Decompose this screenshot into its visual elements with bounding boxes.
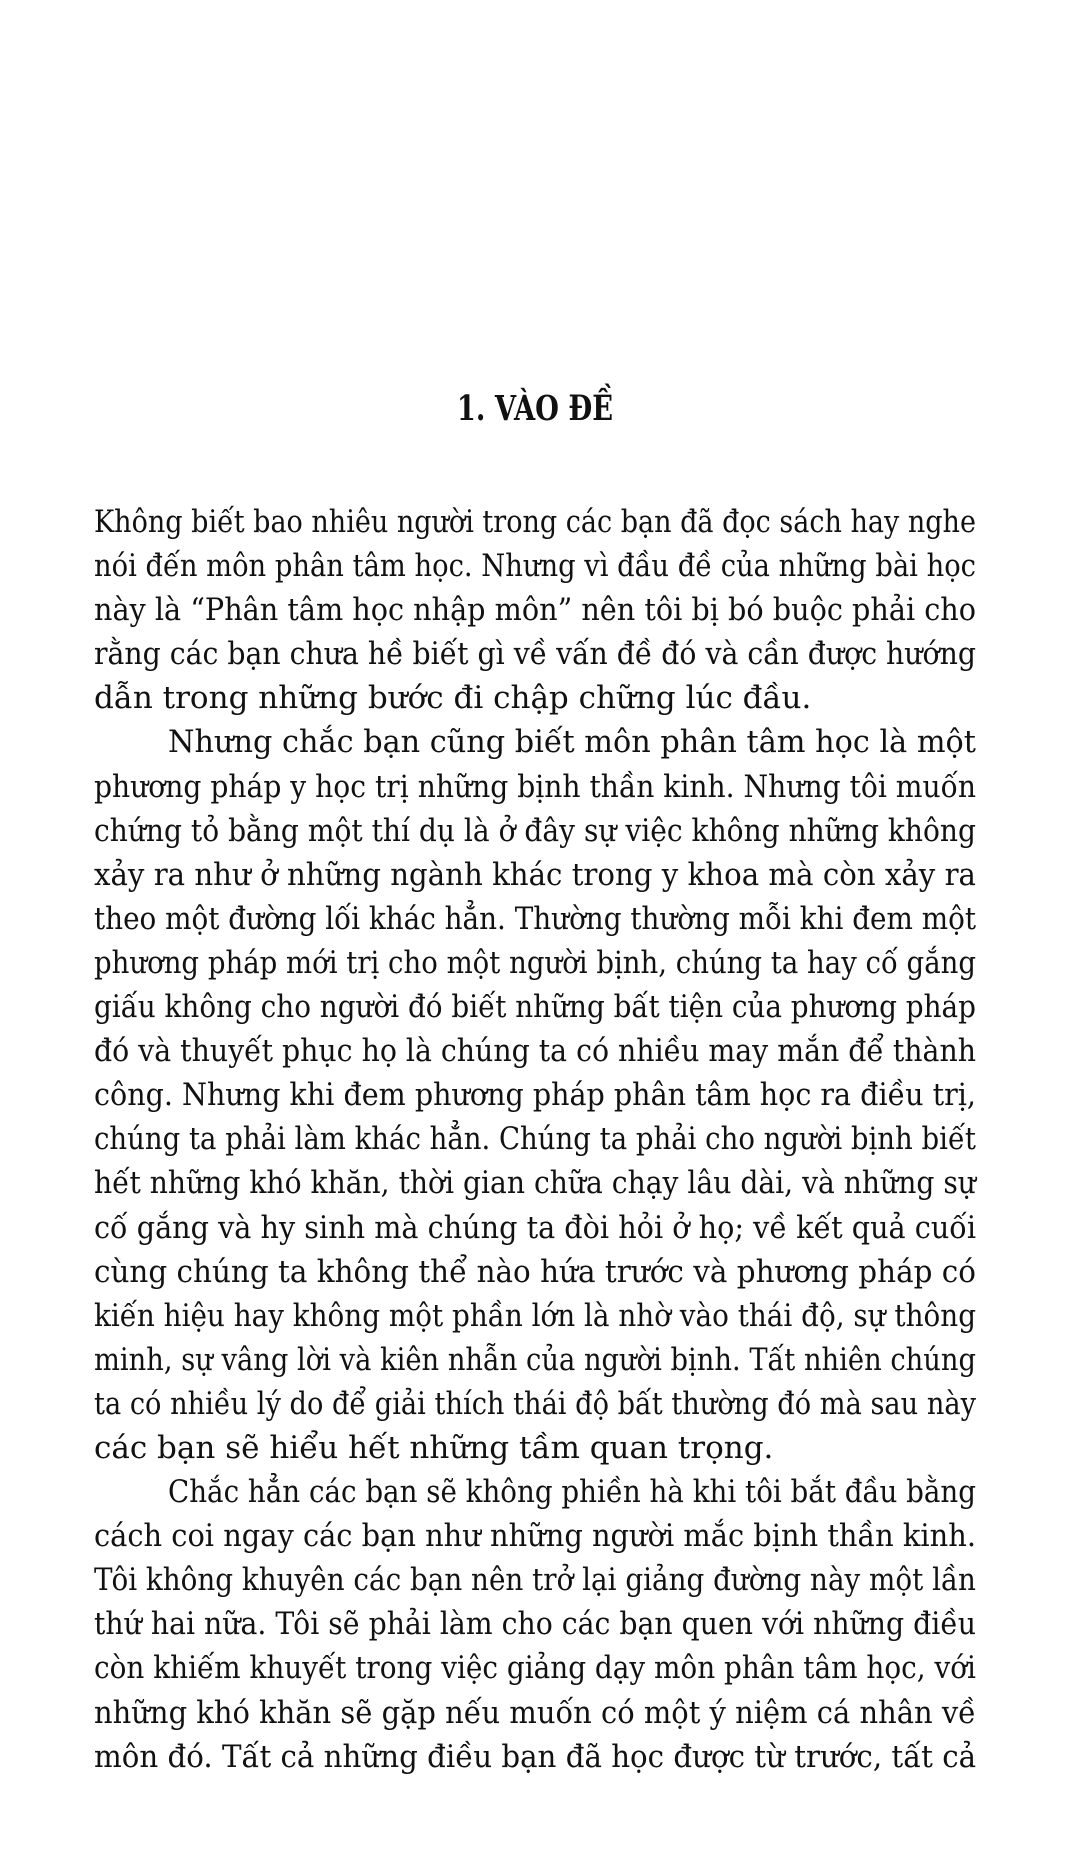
paragraph-1 bbox=[94, 500, 976, 720]
text-line: phương pháp mới trị cho một người bịnh, chúng ta hay cố gắng bbox=[94, 944, 976, 981]
text-line: rằng các bạn chưa hề biết gì về vấn đề đó và cần được hướng bbox=[94, 636, 976, 673]
text-line: Không biết bao nhiêu người trong các bạn đã đọc sách hay nghe bbox=[94, 504, 976, 540]
text-line: nói đến môn phân tâm học. Nhưng vì đầu đề của những bài học bbox=[94, 548, 976, 585]
text-line: phương pháp y học trị những bịnh thần kinh. Nhưng tôi muốn bbox=[94, 768, 976, 805]
paragraph-3 bbox=[94, 1470, 976, 1779]
text-line: dẫn trong những bước đi chập chững lúc đầu. bbox=[94, 680, 812, 717]
text-line: xảy ra như ở những ngành khác trong y khoa mà còn xảy ra bbox=[94, 856, 976, 893]
text-line: Chắc hẳn các bạn sẽ không phiền hà khi tôi bắt đầu bằng bbox=[168, 1474, 977, 1511]
text-line: Nhưng chắc bạn cũng biết môn phân tâm học là một bbox=[168, 724, 976, 761]
text-line: chứng tỏ bằng một thí dụ là ở đây sự việc không những không bbox=[94, 812, 976, 849]
text-line: kiến hiệu hay không một phần lớn là nhờ vào thái độ, sự thông bbox=[94, 1297, 977, 1334]
text-line: Tôi không khuyên các bạn nên trở lại giảng đường này một lần bbox=[94, 1562, 976, 1599]
text-line: những khó khăn sẽ gặp nếu muốn có một ý niệm cá nhân về bbox=[94, 1694, 976, 1731]
text-line: này là “Phân tâm học nhập môn” nên tôi bị bó buộc phải cho bbox=[94, 592, 977, 629]
text-line: minh, sự vâng lời và kiên nhẫn của người bịnh. Tất nhiên chúng bbox=[94, 1341, 976, 1378]
text-line: đó và thuyết phục họ là chúng ta có nhiều may mắn để thành bbox=[94, 1033, 976, 1070]
text-line: cùng chúng ta không thể nào hứa trước và phương pháp có bbox=[94, 1253, 977, 1290]
text-line: công. Nhưng khi đem phương pháp phân tâm học ra điều trị, bbox=[94, 1077, 976, 1114]
text-line: còn khiếm khuyết trong việc giảng dạy môn phân tâm học, với bbox=[94, 1650, 976, 1687]
text-line: các bạn sẽ hiểu hết những tầm quan trọng. bbox=[94, 1429, 774, 1466]
text-line: chúng ta phải làm khác hẳn. Chúng ta phải cho người bịnh biết bbox=[94, 1121, 976, 1158]
body-text bbox=[94, 500, 976, 1779]
text-line: giấu không cho người đó biết những bất tiện của phương pháp bbox=[94, 989, 976, 1026]
text-line: môn đó. Tất cả những điều bạn đã học được từ trước, tất cả bbox=[94, 1738, 977, 1775]
text-line: hết những khó khăn, thời gian chữa chạy lâu dài, và những sự bbox=[94, 1165, 976, 1202]
text-line: theo một đường lối khác hẳn. Thường thường mỗi khi đem một bbox=[94, 900, 977, 937]
text-line: ta có nhiều lý do để giải thích thái độ bất thường đó mà sau này bbox=[94, 1385, 976, 1422]
text-line: cố gắng và hy sinh mà chúng ta đòi hỏi ở họ; về kết quả cuối bbox=[94, 1209, 977, 1246]
text-line: cách coi ngay các bạn như những người mắc bịnh thần kinh. bbox=[94, 1518, 976, 1555]
chapter-title: 1. VÀO ĐỀ bbox=[456, 388, 614, 429]
text-line: thứ hai nữa. Tôi sẽ phải làm cho các bạn quen với những điều bbox=[94, 1606, 977, 1643]
paragraph-2 bbox=[94, 720, 976, 1470]
